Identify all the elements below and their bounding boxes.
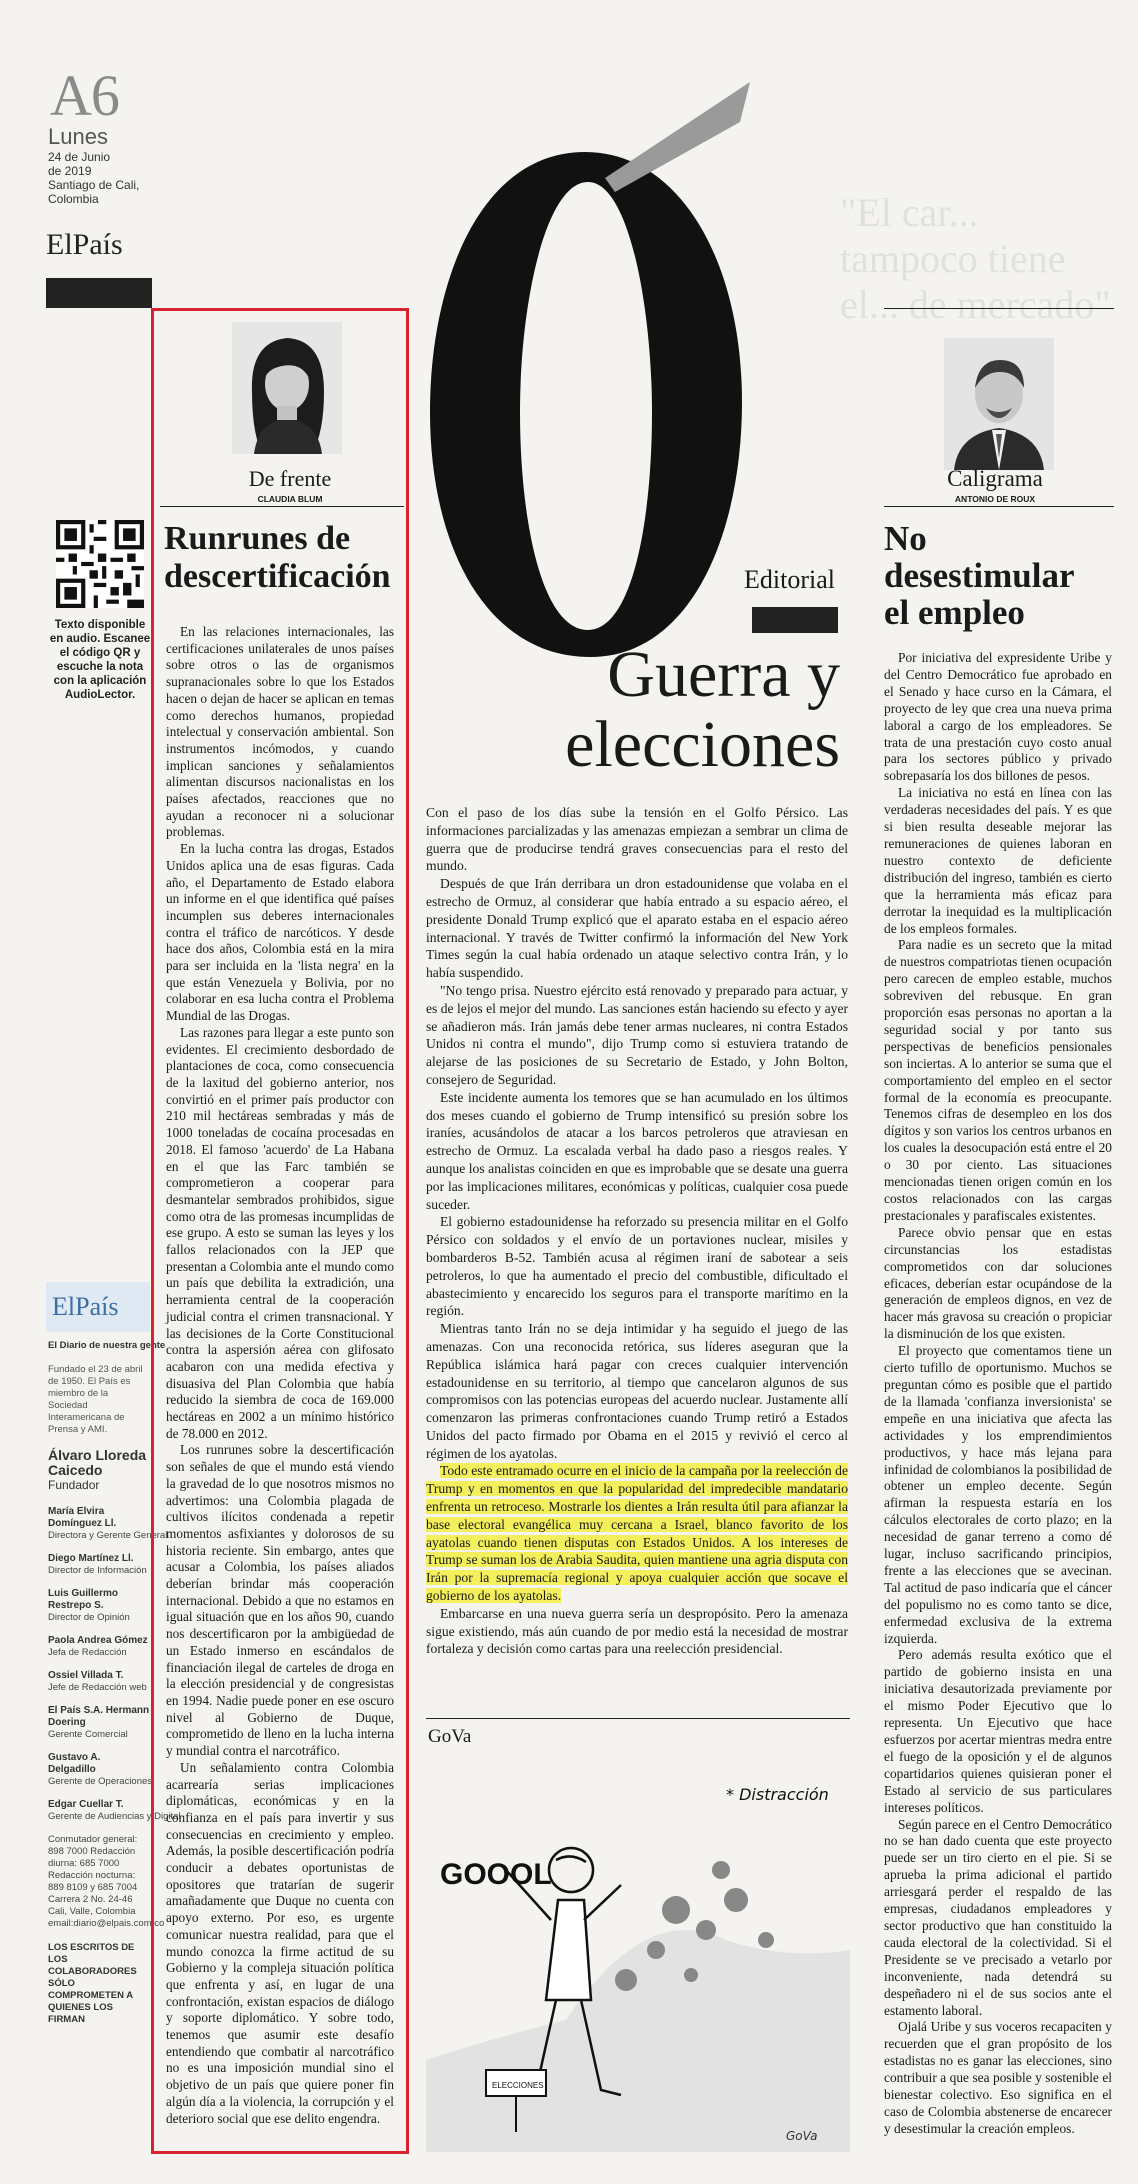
section-label-de-frente: De frente	[248, 466, 332, 491]
column-left-paragraph: En la lucha contra las drogas, Estados Unidos aplica una de esas figuras. Cada año, el Departamento de Estado elabora un informe en el que identifica qué países incumplen sus deberes internacionales contra el tráfico de narcóticos. Y desde hace dos años, Colombia está en la mira para ser incluida en la 'lista negra' en la que están Venezuela y Bolivia, por no colaborar en esa lucha contra el Problema Mundial de las Drogas.	[166, 841, 394, 1024]
staff-name: Luis Guillermo Restrepo S.	[48, 1588, 119, 1611]
column-left-paragraph: Un señalamiento contra Colombia acarrearía serias implicaciones diplomáticas, económicas y en la confianza en el país para invertir y sus consecuencias en crecimiento y empleo. Además, la posible descertificación podría conducir a debates oportunistas de opositores que tratarían de sugerir amañadamente que Duque no cuenta con apoyo externo. Por eso, es urgente comunicar nuestra realidad, para que el mundo conozca la firme actitud de su Gobierno y la compleja situación política que enfrenta y así, en lugar de una confrontación, existan espacios de diálogo y soporte diplomático. Y sobre todo, tenemos que asumir este desafío entendiendo que combatir al narcotráfico no es una imposición mundial sino el objetivo de un país que quiere poner fin algún día a la violencia, la corrupción y el deterioro social que ese delito engendra.	[166, 1759, 394, 2126]
column-right-title	[884, 520, 1075, 631]
masthead-founder	[48, 1448, 150, 1492]
qr-caption-text: Texto disponible en audio. Escanee el código QR y escuche la nota con la aplicación	[49, 619, 151, 687]
column-left-paragraph: Las razones para llegar a este punto son evidentes. El crecimiento desbordado de plantaciones de coca, como consecuencia de la laxitud del gobierno anterior, nos convirtió en el primer país productor con 210 mil hectáreas sembradas y más de 1000 toneladas de cocaína procesadas en 2018. El famoso 'acuerdo' de La Habana en el que las Farc también se comprometieron a cooperar para desmantelar sembrados prohibidos, sigue como otra de las promesas incumplidas de ese grupo. A esto se suman las leyes y los fallos relacionados con la JEP que presentan a Colombia ante el mundo como un país que debilita la extradición, una herramienta central de la cooperación judicial contra el crimen transnacional. Y las decisiones de la Corte Constitucional contra la aspersión aérea con glifosato acabaron con una medida efectiva y disuasiva del Plan Colombia que había reducido la siembra de coca de 169.000 hectáreas en 2002 a un mínimo histórico de 78.000 en 2012.	[166, 1024, 394, 1441]
cartoon-shout: GOOOL	[440, 1858, 552, 1891]
column-left-title-line-2: descertificación	[164, 558, 391, 595]
cartoon-rule	[426, 1718, 850, 1719]
bleed-through-text: "El car... tampoco tiene el... de mercado"	[840, 190, 1111, 327]
cartoon-caption: * Distracción	[726, 1785, 829, 1804]
selection-box	[151, 308, 409, 2154]
city-line-2: Colombia	[48, 192, 99, 206]
staff-role: Director de Información	[48, 1565, 147, 1576]
staff-list	[48, 1506, 181, 1822]
founder-role: Fundador	[48, 1478, 100, 1492]
editorial-highlight-text: Todo este entramado ocurre en el inicio de la campaña por la reelección de Trump y en momentos en que la popularidad del impredecible mandatario enfrenta un retroceso. Mostrarle los dientes a Irán resulta útil para afianzar la base electoral evangélica muy cercana a Israel, blanco favorito de los ayatolas cuando tienen disputas con Estados Unidos. A los intereses de Trump se suman los de Arabia Saudita, quien mantiene una agria disputa con Irán por la supremacía regional y apoya cualquier acción que socave el gobierno de los ayatolas.	[426, 1463, 848, 1604]
column-right-title-line-1: No	[884, 519, 927, 558]
cartoon-signature: GoVa	[786, 2129, 818, 2143]
city-line-1: Santiago de Cali,	[48, 178, 140, 192]
staff-name: Edgar Cuellar T.	[48, 1799, 124, 1810]
column-right-paragraph: Pero además resulta exótico que el partido de gobierno insista en una iniciativa desautorizada previamente por el mismo Poder Ejecutivo que lo representa. Un Ejecutivo que hace esfuerzos por acertar mientras medra entre el fuego de la oposición y el de algunos copartidarios quienes quisieran poner el Estado al servicio de sus particulares intereses políticos.	[884, 1647, 1112, 1815]
editorial-title	[520, 640, 840, 780]
staff-role: Jefe de Redacción web	[48, 1682, 147, 1693]
staff-role: Directora y Gerente General	[48, 1530, 168, 1541]
editorial-paragraph: Mientras tanto Irán no se deja intimidar y ha seguido el juego de las amenazas. Con una reconocida retórica, sus líderes aseguran que la República islámica hará pagar con creces cualquier intervención estadounidense en su territorio, al tiempo que cancelaron algunos de sus compromisos con las potencias europeas del acuerdo nuclear. Justamente allí comenzaron las primeras confrontaciones cuando Trump retiró a Estados Unidos del pacto firmado por Obama en el 2015 y revivió el cerco al régimen de los ayatolas.	[426, 1321, 848, 1461]
staff-entry	[48, 1670, 150, 1693]
cartoon	[426, 1760, 850, 2152]
staff-name: Gustavo A. Delgadillo	[48, 1752, 101, 1775]
column-right-rule	[884, 506, 1114, 507]
opinion-big-o	[420, 82, 750, 662]
day-label: Lunes	[48, 124, 108, 149]
editorial-title-line-2: elecciones	[565, 708, 840, 781]
staff-entry	[48, 1752, 153, 1787]
editorial-paragraph: "No tengo prisa. Nuestro ejército está renovado y preparado para actuar, y es de lejos el mejor del mundo. Las sanciones están haciendo su efecto y ayer se añadieron más. Irán jamás debe tener armas nucleares, ni contra Estados Unidos ni contra el mundo", dijo Trump como si estuviera tratando de alejarse de las posiciones de su Secretario de Estado, y John Bolton, consejero de Seguridad.	[426, 982, 848, 1087]
brand-rule	[46, 278, 152, 308]
founder-name: Álvaro Lloreda Caicedo	[48, 1447, 147, 1478]
column-right-paragraph: El proyecto que comentamos tiene un cierto tufillo de oportunismo. Muchos se preguntan cómo es posible que el partido de la llamada 'confianza inversionista' se empeñe en una iniciativa que afecta las actividades y los emprendimientos productivos, y hace más lejana para infinidad de colombianos la posibilidad de obtener un empleo decente. Según afirman la respuesta estaría en los cálculos electorales de corto plazo; en la necesidad de ganar terreno a como dé lugar, incluso sacrificando principios, frente a las elecciones que se avecinan. Tal actitud de paso indicaría que el cáncer del populismo no es como tanto se dice, enfermedad exclusiva de la extrema izquierda.	[884, 1343, 1112, 1646]
qr-code[interactable]	[56, 520, 144, 608]
editorial-closing-paragraph: Embarcarse en una nueva guerra sería un despropósito. Pero la amenaza sigue existiendo, más aún cuando de por medio está la necesidad de mostrar fortaleza y decisión como cartas para una reelección presidencial.	[426, 1605, 848, 1657]
masthead-header	[46, 1282, 150, 1332]
editorial-paragraph: Este incidente aumenta los temores que se han acumulado en los últimos dos meses cuando el gobierno de Trump intensificó su presión sobre los iraníes, acusándolos de atacar a los barcos petroleros que atraviesan en estrecho de Ormuz. La escalada verbal ha dado paso a riesgos reales. Y aunque los analistas coinciden en que es improbable que se desate una guerra por las implicaciones militares, económicas y políticas, cualquier cosa puede suceder.	[426, 1089, 848, 1212]
author-photo-deroux	[944, 338, 1054, 470]
staff-entry	[48, 1799, 181, 1822]
editorial-paragraph: Después de que Irán derribara un dron estadounidense que volaba en el estrecho de Ormuz, al considerar que había entrado a su espacio aéreo, el presidente Donald Trump explicó que el aparato estaba en el espacio aéreo internacional. Y través de Twitter confirmó la información del New York Times según la cual había ordenado un ataque selectivo contra Irán, y lo había suspendido.	[426, 876, 848, 981]
page-number: A6	[50, 63, 119, 128]
section-label-caligrama: Caligrama	[947, 466, 1043, 491]
qr-caption	[48, 618, 152, 702]
masthead-tagline: El Diario de nuestra gente	[48, 1340, 166, 1351]
masthead-founded: Fundado el 23 de abril de 1950. El País es miembro de la Sociedad Interamericana de Prensa y AMI.	[48, 1364, 143, 1435]
staff-entry	[48, 1588, 150, 1623]
staff-role: Director de Opinión	[48, 1612, 130, 1623]
staff-name: Diego Martínez Ll.	[48, 1553, 134, 1564]
editorial-title-line-1: Guerra y	[607, 638, 840, 711]
staff-role: Gerente de Audiencias y Digital	[48, 1811, 181, 1822]
column-right-body	[884, 650, 1112, 2138]
masthead-contact: Conmutador general: 898 7000 Redacción diurna: 685 7000 Redacción nocturna: 889 8109 y 685 7004 Carrera 2 No. 24-46 Cali, Valle, Colombia email:diario@elpais.com.co	[48, 1834, 165, 1929]
editorial-paragraph: El gobierno estadounidense ha reforzado su presencia militar en el Golfo Pérsico con soldados y el envío de un portaviones nuclear, misiles y bombarderos B-52. También acusa al régimen iraní de sabotear a seis petroleros, lo que ha aumentado el precio del combustible, dificultado el abastecimiento y encarecido los seguros para el transporte marítimo en la región.	[426, 1214, 848, 1319]
editorial-paragraph: Con el paso de los días sube la tensión en el Golfo Pérsico. Las informaciones parcializadas y las amenazas empiezan a sembrar un clima de guerra que de producirse tendrá graves consecuencias para el resto del mundo.	[426, 805, 848, 874]
column-right-paragraph: Parece obvio pensar que en estas circunstancias los estadistas comprometidos con dar soluciones eficaces, deberían estar ocupándose de la generación de empleos dignos, en vez de hacer más gravosa su creación o propiciar la disminución de los que existen.	[884, 1224, 1112, 1342]
masthead-brand: ElPaís	[52, 1292, 119, 1321]
masthead	[48, 1340, 181, 2026]
column-right-title-line-2: desestimular	[884, 556, 1075, 595]
staff-name: María Elvira Domínguez Ll.	[48, 1506, 117, 1529]
date-line-2: de 2019	[48, 164, 92, 178]
staff-entry	[48, 1506, 168, 1541]
author-name-deroux: ANTONIO DE ROUX	[954, 494, 1036, 504]
column-right-paragraph: Por iniciativa del expresidente Uribe y del Centro Democrático fue aprobado en el Senado y hace curso en la Cámara, el proyecto de ley que crea una nueva prima laboral a cargo de los empleadores. Se trata de una prestación cuyo costo anual para los sectores público y privado sobrepasaría los dos billones de pesos.	[884, 650, 1112, 784]
date-label	[48, 150, 139, 206]
column-right-paragraph: Ojalá Uribe y sus voceros recapaciten y recuerden que el gran propósito de los estadistas no es ganar las elecciones, sino contribuir a que sea posible y sostenible el bienestar colectivo. Eso significa en el caso de Colombia abstenerse de encarecer y desestimular la creación empleos.	[884, 2019, 1112, 2136]
editorial-body	[426, 804, 848, 1658]
author-name-blum: CLAUDIA BLUM	[257, 494, 323, 504]
column-left-paragraph: En las relaciones internacionales, las certificaciones unilaterales de unos países sobre otros o las de organismos supranacionales sobre lo que los Estados hacen o dejan de hacer se aplican en temas como derechos humanos, propiedad intelectual y conservación ambiental. Son instrumentos incómodos, y cuando implican sanciones y señalamientos alimentan discursos nacionalistas en los países afectados, reacciones que no ayudan a reconocer ni a solucionar problemas.	[166, 624, 394, 840]
staff-role: Gerente de Operaciones	[48, 1776, 153, 1787]
staff-entry	[48, 1705, 150, 1740]
date-line-1: 24 de Junio	[48, 150, 111, 164]
editorial-kicker-bar	[752, 607, 838, 633]
staff-role: Jefa de Redacción	[48, 1647, 127, 1658]
column-right-paragraph: La iniciativa no está en línea con las verdaderas necesidades del país. Y es que si bien resulta deseable mejorar las remuneraciones de quienes laboran en nuestro contexto de deficiente distribución del ingreso, también es cierto que la herramienta más eficaz para derrotar la inequidad es la multiplicación de los empleos formales.	[884, 785, 1112, 936]
column-right-title-line-3: el empleo	[884, 593, 1025, 632]
column-right-paragraph: Según parece en el Centro Democrático no se han dado cuenta que este proyecto puede ser un tiro cierto en el pie. Si se aprueba la prima adicional el partido arriesgará perder el respaldo de las empresas, ciudadanos empleadores y sector productivo que han constituido la cauda electoral de la colectividad. Si el Presidente se ve precisado a vetarlo por inconveniente, nada detendrá su despeñadero ni el de sus socios ante el estamento laboral.	[884, 1816, 1112, 2018]
staff-entry	[48, 1635, 150, 1658]
column-right-paragraph: Para nadie es un secreto que la mitad de nuestros compatriotas tienen ocupación pero carecen de empleo estable, muchos sobreviven del rebusque. En gran proporción esas personas no aportan a la seguridad social y por tanto sus perspectivas de beneficios pensionales son inciertas. A lo anterior se suma que el comportamiento del empleo en el sector formal de la economía es preocupante. Tenemos cifras de desempleo en los dos dígitos y son varios los centros urbanos en los cuales la desocupación está entre el 20 o 30 por ciento. Las situaciones mencionadas tienen origen común en los costos relacionados con las cargas prestacionales y parafiscales existentes.	[884, 937, 1112, 1223]
cartoon-author-label: GoVa	[428, 1726, 472, 1747]
editorial-kicker: Editorial	[744, 565, 835, 594]
staff-role: Gerente Comercial	[48, 1729, 128, 1740]
cartoon-sign: ELECCIONES	[492, 2081, 544, 2090]
qr-app-name: AudioLector.	[64, 689, 136, 701]
staff-name: Paola Andrea Gómez	[48, 1635, 148, 1646]
brand-logo: ElPaís	[46, 228, 123, 261]
staff-name: El País S.A. Hermann Doering	[48, 1705, 150, 1728]
masthead-disclaimer: LOS ESCRITOS DE LOS COLABORADORES SÓLO COMPROMETEN A QUIENES LOS FIRMAN	[48, 1942, 137, 2025]
column-left-paragraph: Los runrunes sobre la descertificación son señales de que el mundo está viendo la gravedad de lo que nosotros mismos no advertimos: una Colombia plagada de cultivos ilícitos condenada a repetir momentos asfixiantes y dolorosos de su historia reciente. Sin embargo, antes que acusar a Colombia, los países aliados deberían brindar más cooperación internacional. Debido a que no estamos en igual situación que en los años 90, cuando nos descertificaron por la ambigüedad de un Estado inmerso en escándalos de financiación ilegal de carteles de droga en la elección presidencial y de congresistas en 1994. Nadie puede poner en ese oscuro nivel al Gobierno de Duque, comprometido de lleno en la lucha interna y mundial contra el narcotráfico.	[166, 1442, 394, 1759]
staff-entry	[48, 1553, 150, 1576]
staff-name: Ossiel Villada T.	[48, 1670, 124, 1681]
column-left-title-line-1: Runrunes de	[164, 520, 351, 557]
editorial-highlight-paragraph	[426, 1462, 848, 1604]
